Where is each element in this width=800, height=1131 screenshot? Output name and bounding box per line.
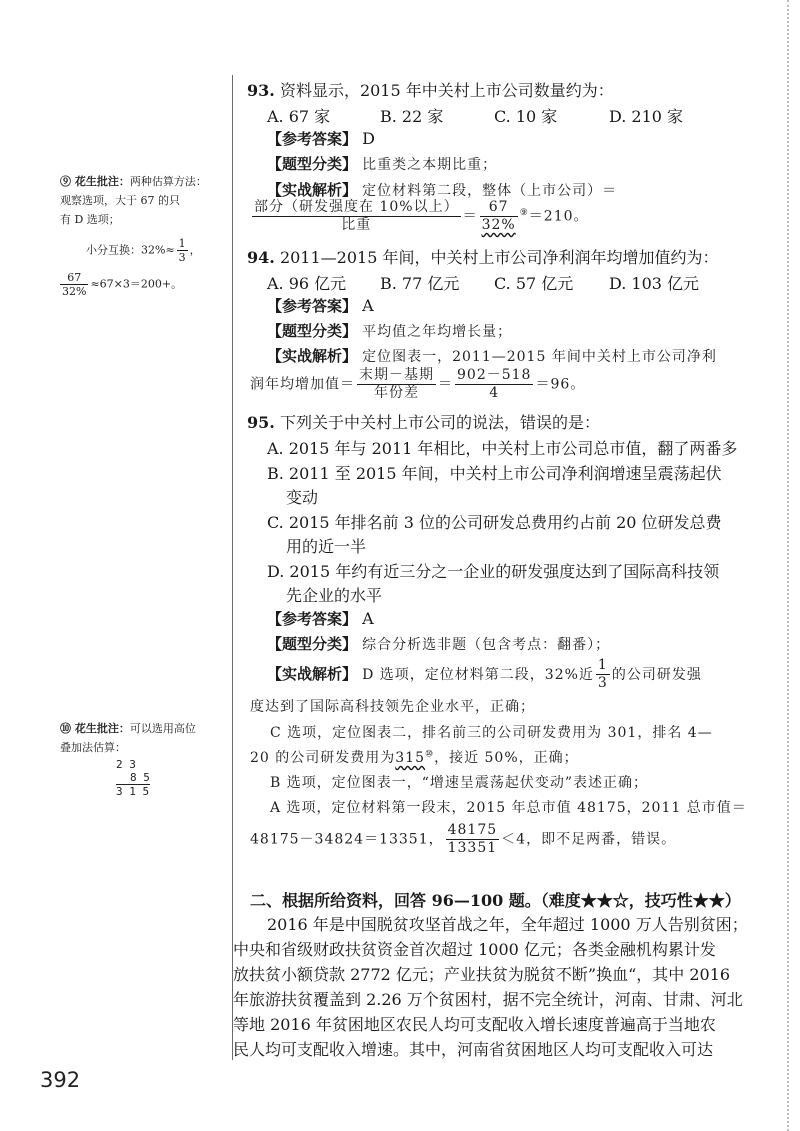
q93-formula: $\frac{\text{部分（研发强度在 10\%以上）}}{\text{比重}}$ ＝ $\frac{67}{32\%}$ ⑨＝210。: [254, 199, 589, 233]
q94-option-a: A. 96 亿元: [267, 274, 347, 293]
q93-type: [267, 153, 497, 174]
q94-answer: [267, 295, 374, 316]
answer-value: A: [362, 609, 374, 628]
q95-analysis-line3: C 选项，定位图表二，排名前三的公司研发费用为 301，排名 4—: [270, 725, 713, 741]
type-value: 比重类之本期比重；: [362, 157, 498, 173]
section-2-para-line4: 年旅游扶贫覆盖到 2.26 万个贫困村，据不完全统计，河南、甘肃、河北: [233, 990, 743, 1009]
analysis-text: 定位材料第二段，整体（上市公司）＝: [362, 183, 618, 199]
margin-note-9-line2: 观察选项，大于 67 的只: [60, 194, 180, 207]
q95-analysis-line6: A 选项，定位材料第一段末，2015 年总市值 48175，2011 总市值＝: [270, 800, 747, 816]
analysis-label: 【实战解析】: [267, 181, 358, 199]
q93-option-a: A. 67 家: [267, 107, 331, 126]
q93-fraction-2: $\frac{67}{32\%}$: [481, 199, 516, 233]
margin-note-9-line4: 小分互换：32%≈ $\frac{1}{3}$ ，: [86, 237, 201, 264]
analysis-text: 定位图表一，2011—2015 年间中关村上市公司净利: [362, 349, 717, 365]
margin-note-9-line5: $\frac{67}{32\%}$ ≈67×3＝200+。: [62, 271, 183, 298]
q95-number: 95.: [247, 413, 275, 432]
analysis-label: 【实战解析】: [267, 347, 358, 365]
page-number: 392: [40, 1068, 81, 1092]
margin-note-10: ⑩ 花生批注：可以选用高位: [60, 722, 196, 735]
footnote-9-marker: ⑨: [519, 207, 529, 218]
q95-type: [267, 633, 610, 654]
q95-analysis-line5: B 选项，定位图表一，“增速呈震荡起伏变动”表述正确；: [270, 775, 649, 791]
note-10-addition: 2 3 8 5 3 1 5: [116, 758, 150, 798]
binding-dotted-line: [787, 0, 789, 1131]
q95-stem: [247, 410, 600, 433]
q95-option-d: D. 2015 年约有近三分之一企业的研发强度达到了国际高科技领: [267, 562, 720, 581]
section-2-para-line2: 中央和省级财政扶贫资金首次超过 1000 亿元；各类金融机构累计发: [233, 940, 716, 959]
q95-analysis-line2: 度达到了国际高科技领先企业水平，正确；: [250, 699, 535, 715]
q93-analysis: [267, 179, 617, 200]
margin-divider: [232, 75, 233, 1060]
q95-option-d-cont: 先企业的水平: [286, 586, 383, 605]
q95-analysis: 【实战解析】 D 选项，定位材料第二段，32%近 $\frac{1}{3}$ 的公司研发强: [267, 657, 702, 691]
q95-option-a: A. 2015 年与 2011 年相比，中关村上市公司总市值，翻了两番多: [267, 439, 738, 458]
section-2-para-line3: 放扶贫小额贷款 2772 亿元；产业扶贫为脱贫不断”换血“，其中 2016: [233, 965, 731, 984]
type-value: 综合分析选非题（包含考点：翻番）；: [362, 637, 611, 653]
section-2-para-line1: 2016 年是中国脱贫攻坚首战之年，全年超过 1000 万人告别贫困；: [267, 915, 748, 934]
q95-option-c-cont: 用的近一半: [286, 537, 367, 556]
q94-fraction-1: $\frac{\text{末期－基期}}{\text{年份差}}$: [359, 367, 434, 401]
q94-formula: 润年均增加值＝ $\frac{\text{末期－基期}}{\text{年份差}}$ ＝ $\frac{902-518}{4}$ ＝96。: [250, 367, 586, 401]
q94-fraction-2: $\frac{902-518}{4}$: [457, 367, 532, 401]
note-9-fraction-2: $\frac{67}{32\%}$: [62, 271, 87, 298]
q93-answer: [267, 128, 375, 149]
q95-stem-text: 下列关于中关村上市公司的说法，错误的是：: [279, 413, 600, 432]
section-2-para-line5: 等地 2016 年贫困地区农民人均可支配收入增长速度普遍高于当地农: [233, 1015, 716, 1034]
q95-analysis-line4: 20 的公司研发费用为315⑩，接近 50%，正确；: [250, 749, 579, 766]
answer-value: D: [362, 129, 375, 148]
q95-option-c: C. 2015 年排名前 3 位的公司研发总费用约占前 20 位研发总费: [267, 513, 722, 532]
q95-answer: [267, 608, 374, 629]
answer-label: 【参考答案】: [267, 610, 358, 628]
q95-option-b-cont: 变动: [286, 488, 319, 507]
q93-stem-text: 资料显示，2015 年中关村上市公司数量约为：: [279, 81, 614, 100]
margin-note-10-line2: 叠加法估算：: [60, 741, 126, 754]
margin-note-9: ⑨ 花生批注：两种估算方法：: [60, 175, 207, 188]
q95-fraction-third: $\frac{1}{3}$: [597, 657, 608, 691]
note-9-fraction: $\frac{1}{3}$: [178, 237, 186, 264]
margin-note-9-line3: 有 D 选项；: [60, 213, 120, 226]
answer-value: A: [362, 296, 374, 315]
note-label: ⑨ 花生批注：: [60, 175, 130, 188]
type-label: 【题型分类】: [267, 635, 358, 653]
q94-option-b: B. 77 亿元: [380, 274, 460, 293]
answer-label: 【参考答案】: [267, 130, 358, 148]
type-label: 【题型分类】: [267, 322, 358, 340]
type-value: 平均值之年均增长量；: [362, 324, 513, 340]
q93-option-c: C. 10 家: [494, 107, 558, 126]
q93-option-d: D. 210 家: [609, 107, 684, 126]
q94-option-d: D. 103 亿元: [609, 274, 700, 293]
q94-analysis: [267, 345, 717, 366]
q94-option-c: C. 57 亿元: [494, 274, 574, 293]
q94-stem-text: 2011—2015 年间，中关村上市公司净利润年均增加值约为：: [279, 248, 719, 267]
q93-option-b: B. 22 家: [380, 107, 444, 126]
section-2-heading: 二、根据所给资料，回答 96—100 题。（难度★★☆，技巧性★★）: [250, 891, 741, 910]
section-2-para-line6: 民人均可支配收入增速。其中，河南省贫困地区人均可支配收入可达: [233, 1040, 714, 1059]
analysis-label: 【实战解析】: [267, 665, 358, 683]
q95-option-b: B. 2011 至 2015 年间，中关村上市公司净利润增速呈震荡起伏: [267, 464, 722, 483]
footnote-10-marker: ⑩: [425, 749, 435, 760]
q93-stem: [247, 78, 614, 101]
q94-number: 94.: [247, 248, 275, 267]
q95-analysis-line7: 48175－34824＝13351， $\frac{48175}{13351}$ ＜4，即不足两番，错误。: [250, 822, 677, 856]
type-label: 【题型分类】: [267, 155, 358, 173]
answer-label: 【参考答案】: [267, 297, 358, 315]
q95-fraction-market-value: $\frac{48175}{13351}$: [447, 822, 498, 856]
note-label: ⑩ 花生批注：: [60, 722, 130, 735]
q94-type: [267, 320, 512, 341]
q93-fraction-1: $\frac{\text{部分（研发强度在 10\%以上）}}{\text{比重}}$: [254, 199, 459, 233]
q94-stem: [247, 245, 718, 268]
q93-number: 93.: [247, 81, 275, 100]
